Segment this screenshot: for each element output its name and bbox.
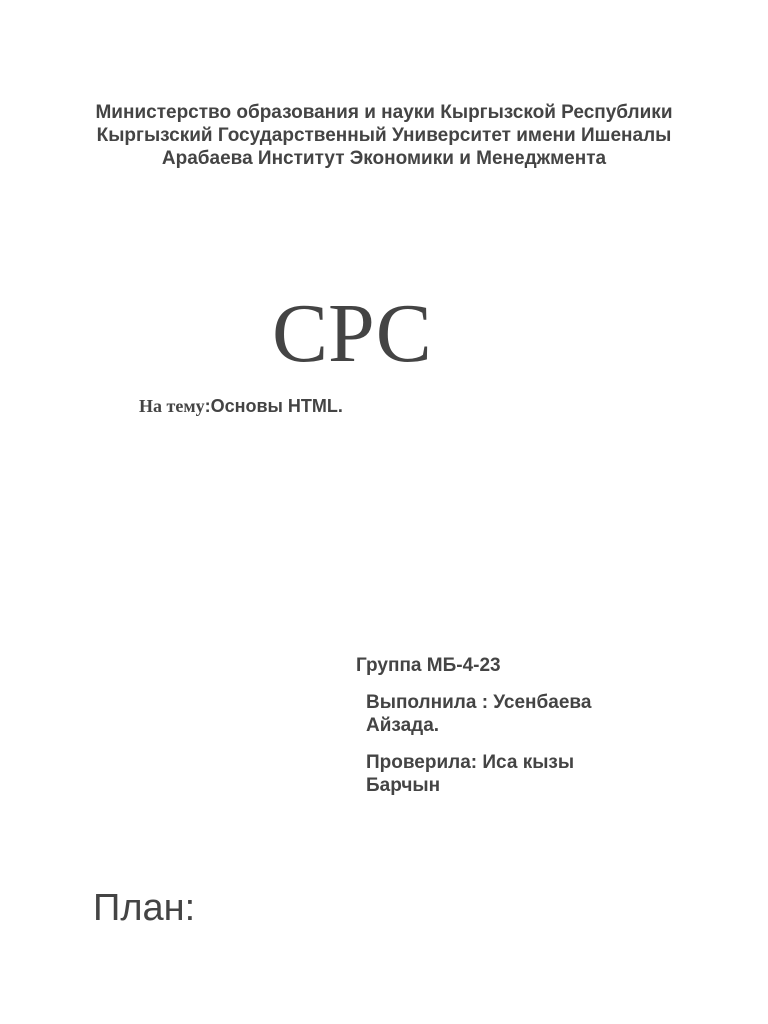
document-title: СРС bbox=[272, 287, 432, 380]
plan-heading: План: bbox=[93, 887, 196, 929]
checker-line: Проверила: Иса кызы Барчын bbox=[366, 752, 575, 796]
author-line: Выполнила : Усенбаева Айзада. bbox=[366, 692, 592, 736]
topic-label: На тему bbox=[139, 396, 205, 416]
group-line: Группа МБ-4-23 bbox=[356, 655, 501, 676]
institution-header: Министерство образования и науки Кыргызской Республики Кыргызский Государственный Университет имени Ишеналы Арабаева Институт Экономики и Менеджмента bbox=[95, 102, 673, 169]
topic-line bbox=[139, 396, 343, 417]
topic-value: :Основы HTML. bbox=[204, 396, 343, 416]
